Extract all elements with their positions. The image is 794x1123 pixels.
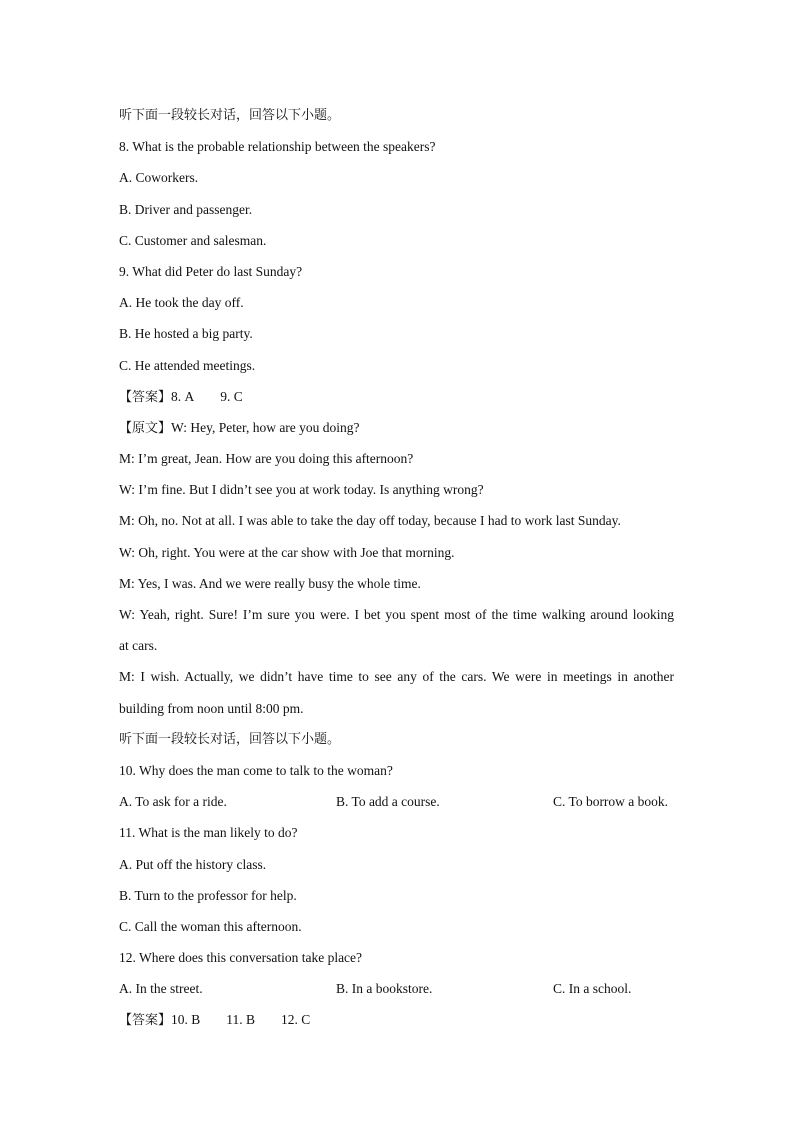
q8-option-c: C. Customer and salesman. <box>119 232 267 248</box>
q11-question: 11. What is the man likely to do? <box>119 825 298 841</box>
q10-option-b: B. To add a course. <box>336 794 440 810</box>
transcript-line-1-row <box>119 412 679 443</box>
transcript-line: W: I’m fine. But I didn’t see you at work today. Is anything wrong? <box>119 482 484 498</box>
answer-12: 12. C <box>281 1012 311 1028</box>
q8-option-b: B. Driver and passenger. <box>119 201 253 217</box>
q10-option-c: C. To borrow a book. <box>553 794 669 810</box>
section1-answer-row <box>119 381 679 412</box>
q12-question: 12. Where does this conversation take place? <box>119 950 363 966</box>
q10-options <box>119 786 679 817</box>
transcript-line: building from noon until 8:00 pm. <box>119 700 304 716</box>
q11-option-b: B. Turn to the professor for help. <box>119 887 297 903</box>
transcript-line: W: Yeah, right. Sure! I’m sure you were. I bet you spent most of the time walking around looking <box>119 607 674 622</box>
transcript-line: M: Oh, no. Not at all. I was able to take the day off today, because I had to work last Sunday. <box>119 513 621 529</box>
transcript-line: M: Yes, I was. And we were really busy the whole time. <box>119 575 421 591</box>
q9-option-a: A. He took the day off. <box>119 295 244 311</box>
transcript-line: W: Oh, right. You were at the car show with Joe that morning. <box>119 544 455 560</box>
section2-instruction: 听下面一段较长对话，回答以下小题。 <box>119 731 341 747</box>
q8-option-a: A. Coworkers. <box>119 170 199 186</box>
answer-10: 10. B <box>171 1012 201 1028</box>
transcript-line: M: I’m great, Jean. How are you doing this afternoon? <box>119 451 414 467</box>
transcript-line: at cars. <box>119 638 158 654</box>
q11-option-a: A. Put off the history class. <box>119 856 267 872</box>
answer-label: 【答案】 <box>119 1013 172 1029</box>
transcript-line: M: I wish. Actually, we didn’t have time to see any of the cars. We were in meetings in another <box>119 669 674 685</box>
q10-option-a: A. To ask for a ride. <box>119 794 227 810</box>
answer-9: 9. C <box>220 388 243 404</box>
q10-question: 10. Why does the man come to talk to the woman? <box>119 762 393 778</box>
q11-option-c: C. Call the woman this afternoon. <box>119 918 302 934</box>
section1-instruction: 听下面一段较长对话，回答以下小题。 <box>119 108 341 123</box>
answer-label: 【答案】 <box>119 389 172 405</box>
answer-8: 8. A <box>171 388 195 404</box>
transcript-label: 【原文】 <box>119 420 172 436</box>
q9-question: 9. What did Peter do last Sunday? <box>119 263 303 279</box>
q8-question: 8. What is the probable relationship between the speakers? <box>119 139 436 155</box>
q12-option-c: C. In a school. <box>553 981 632 997</box>
q9-option-c: C. He attended meetings. <box>119 357 256 373</box>
q12-option-a: A. In the street. <box>119 981 203 997</box>
q12-option-b: B. In a bookstore. <box>336 981 433 997</box>
section2-answer-row <box>119 1004 679 1035</box>
q9-option-b: B. He hosted a big party. <box>119 326 253 342</box>
transcript-line: W: Hey, Peter, how are you doing? <box>171 419 360 435</box>
document-page <box>119 100 679 1036</box>
q12-options <box>119 973 679 1004</box>
answer-11: 11. B <box>226 1012 256 1028</box>
